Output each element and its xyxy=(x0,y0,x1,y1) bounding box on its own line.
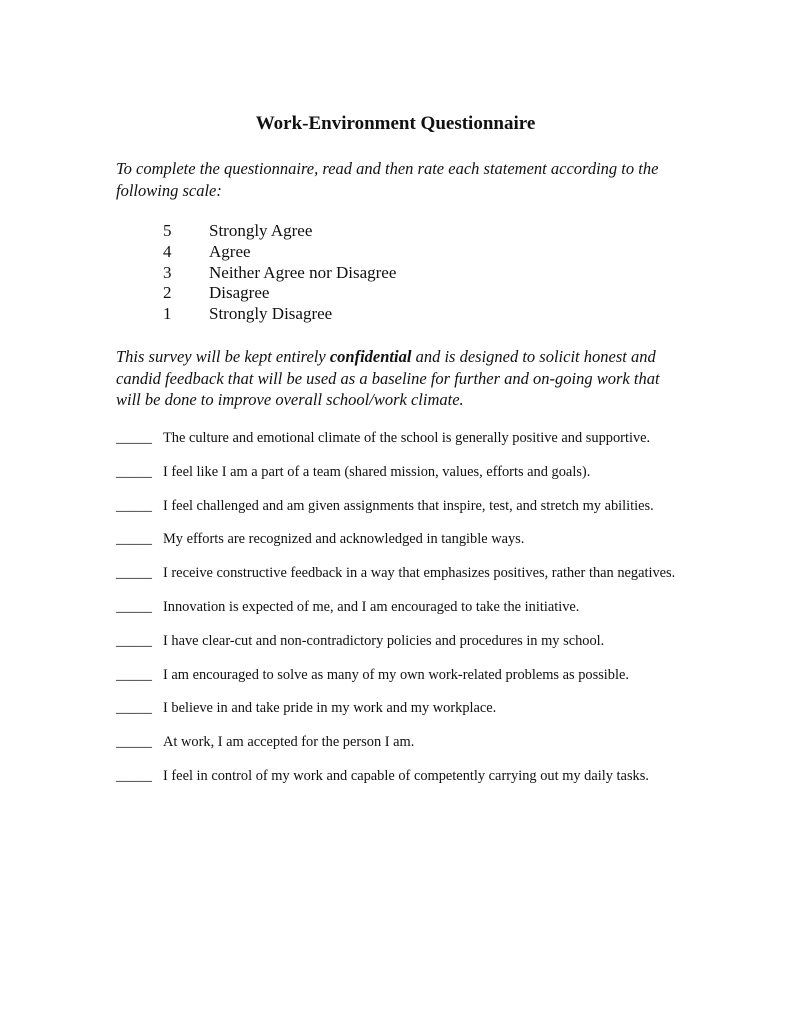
statement-text: My efforts are recognized and acknowledged in tangible ways. xyxy=(163,531,525,548)
scale-label: Disagree xyxy=(209,283,270,303)
statement-text: The culture and emotional climate of the school is generally positive and supportive. xyxy=(163,430,651,446)
rating-blank[interactable]: _____ xyxy=(116,430,152,446)
scale-label: Strongly Disagree xyxy=(209,304,333,324)
statement-text: Innovation is expected of me, and I am encouraged to take the initiative. xyxy=(163,598,580,615)
statement-text: I feel challenged and am given assignments that inspire, test, and stretch my abilities. xyxy=(163,497,654,514)
notice-text-before: This survey will be kept entirely xyxy=(116,347,330,366)
statement-item xyxy=(116,665,676,685)
statement-item xyxy=(116,428,676,448)
rating-blank[interactable]: _____ xyxy=(116,734,152,751)
statement-item xyxy=(116,732,676,752)
rating-blank[interactable]: _____ xyxy=(116,463,152,480)
rating-blank[interactable]: _____ xyxy=(116,700,152,717)
statement-item xyxy=(116,462,676,482)
scale-value: 1 xyxy=(163,304,172,324)
statement-item xyxy=(116,631,676,651)
scale-row xyxy=(163,221,563,242)
rating-blank[interactable]: _____ xyxy=(116,565,152,582)
statement-item xyxy=(116,597,676,617)
statement-item xyxy=(116,563,676,583)
rating-blank[interactable]: _____ xyxy=(116,767,152,784)
instructions: To complete the questionnaire, read and then rate each statement according to the following scale: xyxy=(116,159,659,200)
scale-value: 5 xyxy=(163,221,172,240)
confidentiality-notice xyxy=(116,346,676,411)
statement-item xyxy=(116,698,676,718)
statement-item xyxy=(116,766,676,786)
rating-blank[interactable]: _____ xyxy=(116,666,152,683)
scale-row xyxy=(163,304,563,325)
scale-label: Neither Agree nor Disagree xyxy=(209,262,397,282)
statement-text: I am encouraged to solve as many of my own work-related problems as possible. xyxy=(163,666,629,683)
scale-label: Strongly Agree xyxy=(209,221,313,240)
statement-text: I feel in control of my work and capable of competently carrying out my daily tasks. xyxy=(163,767,649,784)
notice-emphasis: confidential xyxy=(329,347,412,366)
statement-text: At work, I am accepted for the person I am. xyxy=(163,734,415,751)
statement-item xyxy=(116,529,676,549)
scale-row xyxy=(163,283,563,304)
scale-row xyxy=(163,242,563,263)
rating-blank[interactable]: _____ xyxy=(116,497,152,514)
scale-row xyxy=(163,263,563,284)
rating-blank[interactable]: _____ xyxy=(116,632,152,649)
scale-label: Agree xyxy=(209,241,251,261)
page-title: Work-Environment Questionnaire xyxy=(255,113,536,134)
statement-text: I believe in and take pride in my work and my workplace. xyxy=(163,700,497,717)
statement-item xyxy=(116,496,676,516)
rating-blank[interactable]: _____ xyxy=(116,531,152,548)
rating-scale xyxy=(163,221,563,325)
statement-text: I have clear-cut and non-contradictory policies and procedures in my school. xyxy=(163,632,605,649)
scale-value: 3 xyxy=(163,262,172,282)
notice-text-after: and is designed to solicit honest and candid feedback that will be used as a baseline for further and on-going work that will be done to improve overall school/work climate. xyxy=(116,347,660,409)
scale-value: 4 xyxy=(163,241,172,261)
scale-value: 2 xyxy=(163,283,172,303)
rating-blank[interactable]: _____ xyxy=(116,598,152,615)
statement-text: I feel like I am a part of a team (shared mission, values, efforts and goals). xyxy=(163,463,591,480)
statement-text: I receive constructive feedback in a way that emphasizes positives, rather than negatives. xyxy=(163,565,676,582)
statement-list xyxy=(116,428,676,800)
